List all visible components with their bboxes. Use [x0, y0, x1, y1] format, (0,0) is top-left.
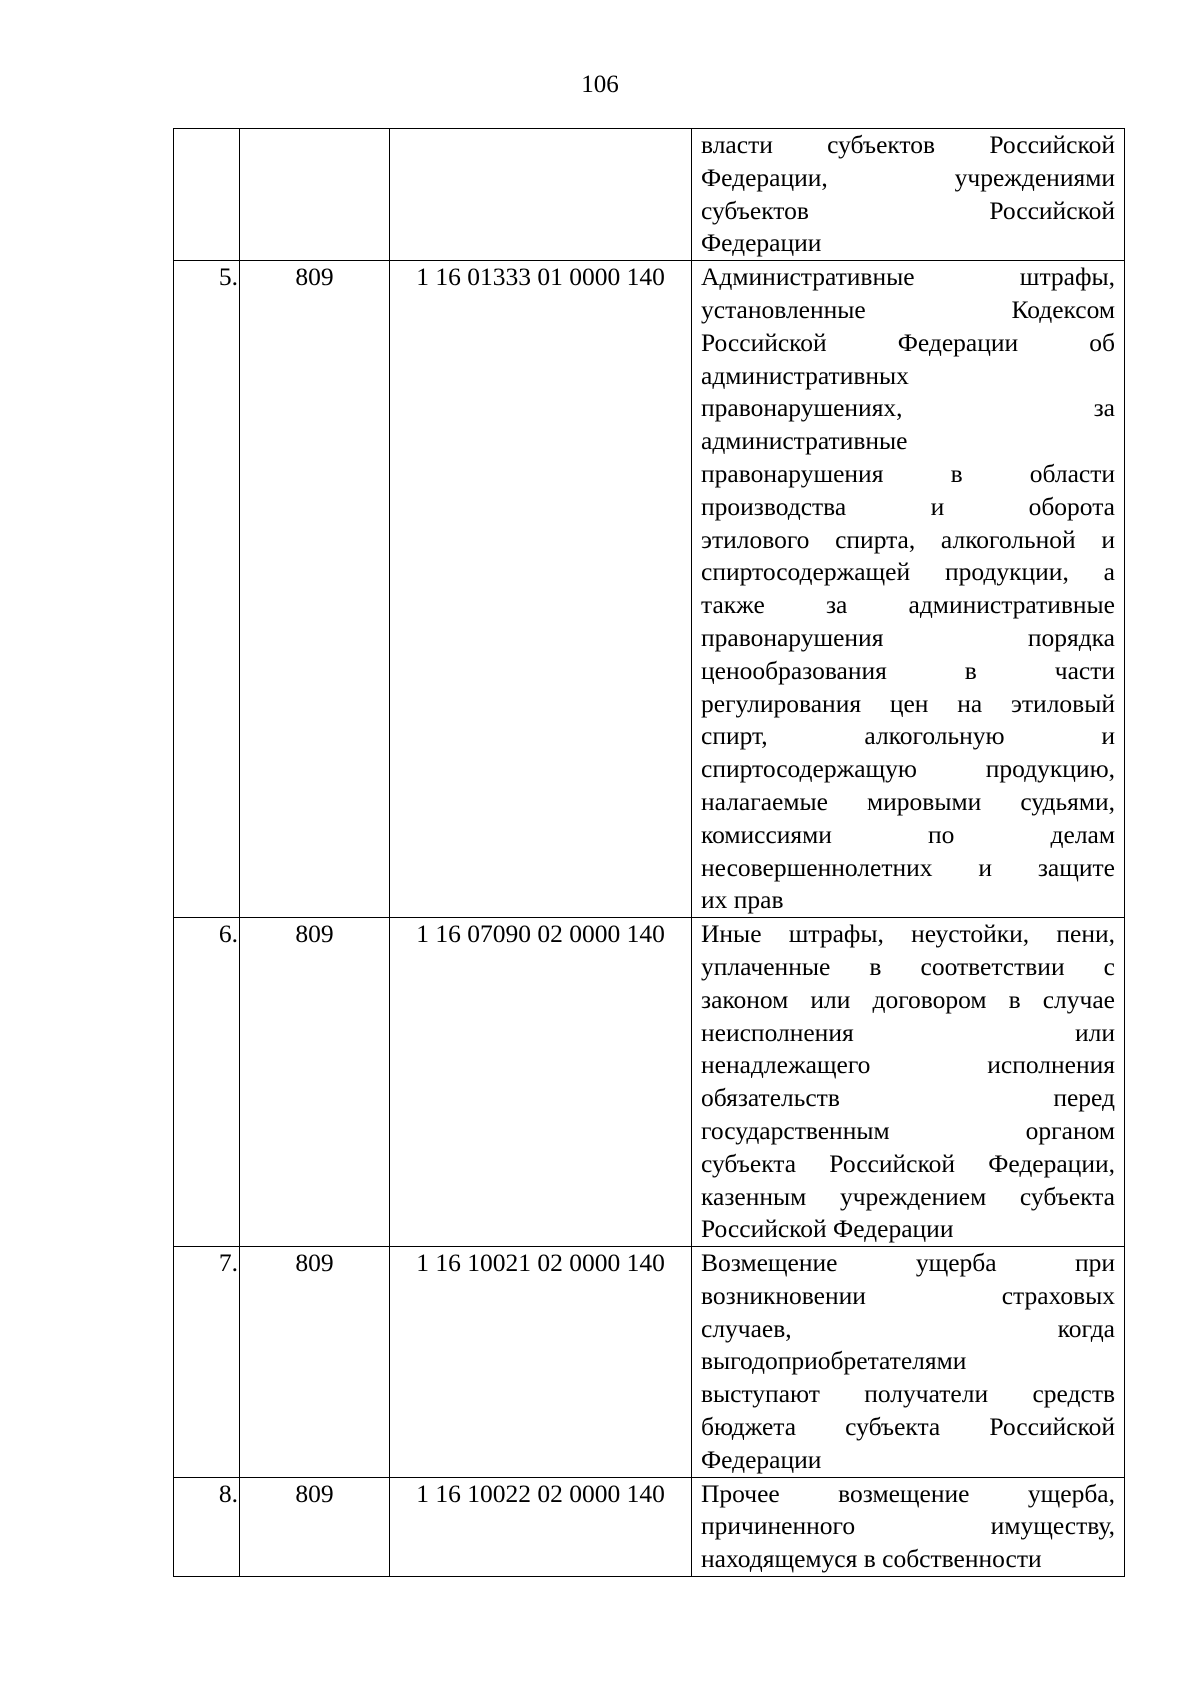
description-line: комиссиями по делам	[701, 819, 1115, 849]
description-line: выгодоприобретателями	[701, 1346, 967, 1376]
description-line: административные	[701, 426, 908, 456]
page-number: 106	[581, 71, 619, 98]
budget-classification-code-cell	[390, 129, 692, 261]
description-line: Возмещение ущерба при	[701, 1248, 1115, 1278]
description-line: этилового спирта, алкогольной и	[701, 524, 1115, 554]
description-line: ценообразования в части	[701, 655, 1115, 685]
description-line: обязательств перед	[701, 1083, 1115, 1113]
description-line: случаев, когда	[701, 1313, 1115, 1343]
table-row	[174, 918, 1125, 1247]
description-line: их прав	[701, 885, 784, 915]
description-line: правонарушения в области	[701, 458, 1115, 488]
description-line: спиртосодержащую продукцию,	[701, 754, 1115, 784]
administrator-code-cell: 809	[240, 918, 390, 1247]
description-line: также за административные	[701, 590, 1115, 620]
row-number-cell: 8.	[174, 1477, 240, 1576]
description-line: установленные Кодексом	[701, 294, 1115, 324]
description-line: несовершеннолетних и защите	[701, 852, 1115, 882]
description-line: Прочее возмещение ущерба,	[701, 1478, 1115, 1508]
description-line: спирт, алкогольную и	[701, 721, 1115, 751]
description-line: субъектов Российской	[701, 195, 1115, 225]
description-line: находящемуся в собственности	[701, 1544, 1042, 1574]
table-row	[174, 261, 1125, 918]
table-body	[174, 129, 1125, 1577]
description-line: ненадлежащего исполнения	[701, 1050, 1115, 1080]
description-line: налагаемые мировыми судьями,	[701, 786, 1115, 816]
budget-classification-code-cell: 1 16 10021 02 0000 140	[390, 1247, 692, 1478]
budget-classification-code-cell: 1 16 07090 02 0000 140	[390, 918, 692, 1247]
revenue-description-cell	[692, 261, 1125, 918]
budget-revenue-table	[173, 128, 1125, 1577]
description-line: субъекта Российской Федерации,	[701, 1148, 1115, 1178]
description-line: законом или договором в случае	[701, 984, 1115, 1014]
revenue-description-cell	[692, 1247, 1125, 1478]
administrator-code-cell	[240, 129, 390, 261]
revenue-description-cell	[692, 129, 1125, 261]
table-row	[174, 1477, 1125, 1576]
description-line: государственным органом	[701, 1115, 1115, 1145]
row-number-cell	[174, 129, 240, 261]
row-number-cell: 5.	[174, 261, 240, 918]
table-row	[174, 1247, 1125, 1478]
row-number-cell: 7.	[174, 1247, 240, 1478]
budget-classification-code-cell: 1 16 10022 02 0000 140	[390, 1477, 692, 1576]
description-line: власти субъектов Российской	[701, 130, 1115, 159]
description-line: уплаченные в соответствии с	[701, 951, 1115, 981]
description-line: Федерации	[701, 228, 822, 258]
description-line: Административные штрафы,	[701, 262, 1115, 292]
description-line: неисполнения или	[701, 1017, 1115, 1047]
description-line: бюджета субъекта Российской	[701, 1412, 1115, 1442]
description-line: казенным учреждением субъекта	[701, 1181, 1115, 1211]
description-line: правонарушениях, за	[701, 393, 1115, 423]
description-line: Российской Федерации	[701, 1214, 954, 1244]
budget-classification-code-cell: 1 16 01333 01 0000 140	[390, 261, 692, 918]
description-line: возникновении страховых	[701, 1280, 1115, 1310]
table-row	[174, 129, 1125, 261]
description-line: правонарушения порядка	[701, 622, 1115, 652]
description-line: Российской Федерации об	[701, 327, 1115, 357]
description-line: Иные штрафы, неустойки, пени,	[701, 919, 1115, 949]
administrator-code-cell: 809	[240, 261, 390, 918]
revenue-description-cell	[692, 918, 1125, 1247]
description-line: производства и оборота	[701, 491, 1115, 521]
administrator-code-cell: 809	[240, 1247, 390, 1478]
description-line: спиртосодержащей продукции, а	[701, 557, 1115, 587]
administrator-code-cell: 809	[240, 1477, 390, 1576]
description-line: Федерации	[701, 1444, 822, 1474]
revenue-description-cell	[692, 1477, 1125, 1576]
description-line: выступают получатели средств	[701, 1379, 1115, 1409]
row-number-cell: 6.	[174, 918, 240, 1247]
description-line: административных	[701, 360, 909, 390]
description-line: регулирования цен на этиловый	[701, 688, 1115, 718]
description-line: Федерации, учреждениями	[701, 162, 1115, 192]
description-line: причиненного имуществу,	[701, 1511, 1115, 1541]
